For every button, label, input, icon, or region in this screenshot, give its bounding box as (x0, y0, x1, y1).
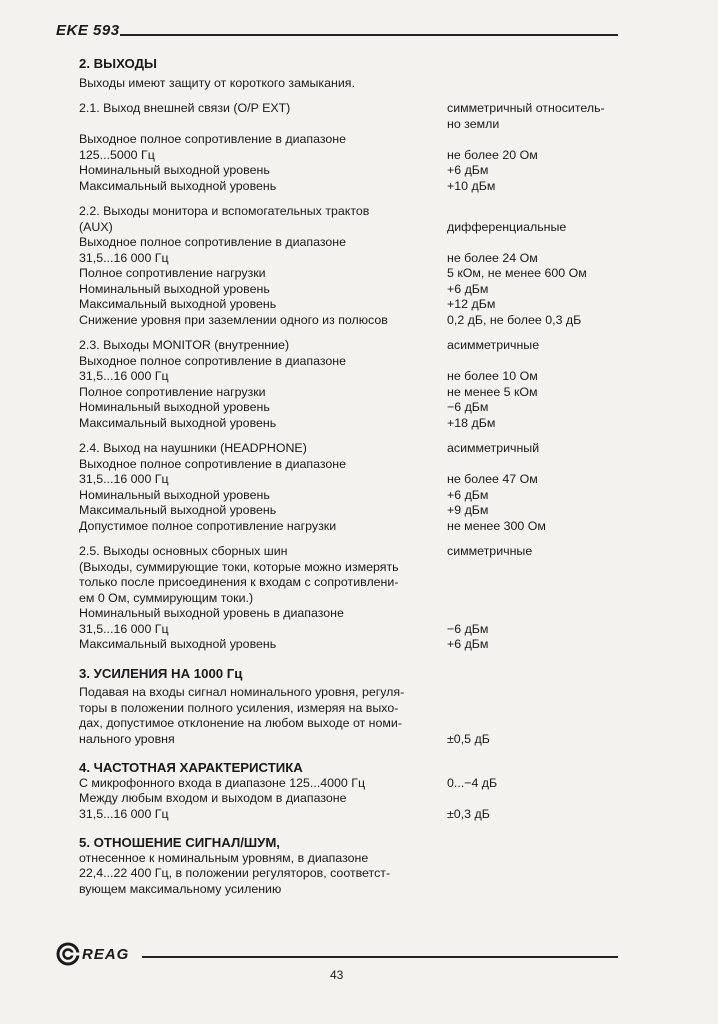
section-title: 5. ОТНОШЕНИЕ СИГНАЛ/ШУМ, (79, 835, 280, 850)
spec-label: Максимальный выходной уровень (79, 637, 277, 651)
spec-row (79, 400, 624, 416)
spec-value (447, 866, 624, 882)
spec-value: не менее 300 Ом (447, 518, 546, 533)
spec-row (79, 354, 624, 370)
spec-label: 31,5...16 000 Гц (79, 250, 169, 265)
spec-value: 0,2 дБ, не более 0,3 дБ (447, 312, 582, 327)
spec-row (79, 441, 624, 457)
spec-label: 2.5. Выходы основных сборных шин (79, 544, 288, 558)
spec-row (79, 637, 624, 653)
spec-row (79, 235, 624, 251)
spec-row (79, 685, 624, 701)
section-s21 (79, 101, 624, 194)
spec-value (447, 457, 624, 473)
spec-row (79, 519, 624, 535)
spec-label: Номинальный выходной уровень (79, 163, 270, 177)
spec-label: 2.1. Выход внешней связи (O/P EXT) (79, 101, 291, 115)
section-s2 (79, 56, 624, 91)
spec-value: ±0,3 дБ (447, 806, 490, 821)
spec-label: вующем максимальному усилению (79, 881, 282, 896)
spec-value: +6 дБм (447, 281, 489, 296)
spec-label: 22,4...22 400 Гц, в положении регуляторов, соответст- (79, 866, 391, 880)
reag-logo-icon (56, 942, 80, 966)
spec-row (79, 488, 624, 504)
spec-row (79, 220, 624, 236)
spec-value: +12 дБм (447, 297, 496, 311)
spec-row (79, 560, 624, 576)
spec-value (447, 606, 624, 622)
spec-row (79, 297, 624, 313)
spec-label: Номинальный выходной уровень (79, 281, 270, 296)
spec-row (79, 338, 624, 354)
spec-value: не более 24 Ом (447, 250, 538, 265)
spec-row (79, 282, 624, 298)
spec-value: +18 дБм (447, 415, 496, 430)
spec-row (79, 866, 624, 882)
spec-row (79, 807, 624, 823)
spec-value (447, 701, 624, 717)
spec-label: С микрофонного входа в диапазоне 125...4000 Гц (79, 775, 366, 790)
spec-value: не более 10 Ом (447, 369, 538, 383)
section-s3 (79, 666, 624, 748)
spec-label: Снижение уровня при заземлении одного из полюсов (79, 312, 388, 327)
section-s23 (79, 338, 624, 431)
spec-label: 125...5000 Гц (79, 147, 155, 162)
spec-value (447, 591, 624, 607)
spec-label: Максимальный выходной уровень (79, 503, 277, 517)
spec-row (79, 791, 624, 807)
spec-row (79, 266, 624, 282)
spec-label: Максимальный выходной уровень (79, 415, 277, 430)
spec-label: 2.3. Выходы MONITOR (внутренние) (79, 338, 290, 352)
spec-value: не менее 5 кОм (447, 384, 538, 399)
spec-row (79, 313, 624, 329)
spec-row (79, 457, 624, 473)
spec-row (79, 716, 624, 732)
spec-value: не более 20 Ом (447, 147, 538, 162)
spec-label: 31,5...16 000 Гц (79, 472, 169, 486)
spec-label: Выходное полное сопротивление в диапазоне (79, 353, 347, 368)
spec-value: +6 дБм (447, 637, 489, 651)
spec-row (79, 385, 624, 401)
spec-label: Максимальный выходной уровень (79, 297, 277, 311)
spec-value (447, 575, 624, 591)
document-code: EKE 593 (56, 22, 120, 39)
spec-label: 2.4. Выход на наушники (HEADPHONE) (79, 441, 307, 455)
spec-label: Между любым входом и выходом в диапазоне (79, 791, 347, 805)
spec-value (447, 235, 624, 251)
spec-label: (AUX) (79, 219, 113, 234)
spec-label: 31,5...16 000 Гц (79, 621, 169, 636)
page-number: 43 (330, 968, 344, 982)
spec-label: 31,5...16 000 Гц (79, 806, 169, 821)
footer-logo (56, 942, 129, 966)
spec-label: Полное сопротивление нагрузки (79, 266, 266, 280)
section-title: 2. ВЫХОДЫ (79, 56, 157, 71)
spec-row (79, 622, 624, 638)
spec-value: +10 дБм (447, 178, 496, 193)
spec-content (79, 56, 624, 897)
spec-row (79, 591, 624, 607)
spec-row (79, 472, 624, 488)
spec-label: отнесенное к номинальным уровням, в диапазоне (79, 850, 369, 865)
logo-text: REAG (82, 945, 130, 963)
spec-value (447, 716, 624, 732)
spec-value: +6 дБм (447, 163, 489, 177)
spec-value: −6 дБм (447, 621, 489, 636)
spec-value: не более 47 Ом (447, 472, 538, 486)
spec-row (79, 132, 624, 148)
spec-value: 0...−4 дБ (447, 775, 498, 790)
spec-value (447, 132, 624, 148)
section-s5 (79, 835, 624, 897)
footer-rule (142, 956, 618, 958)
section-title: 4. ЧАСТОТНАЯ ХАРАКТЕРИСТИКА (79, 760, 303, 775)
spec-label: нального уровня (79, 731, 175, 746)
spec-row (79, 606, 624, 622)
spec-label: 31,5...16 000 Гц (79, 369, 169, 383)
spec-row (79, 544, 624, 560)
spec-label: Подавая на входы сигнал номинального уровня, регуля- (79, 685, 405, 699)
spec-label: Выходное полное сопротивление в диапазоне (79, 132, 347, 146)
spec-row (79, 882, 624, 898)
section-intro: Выходы имеют защиту от короткого замыкания. (79, 75, 355, 90)
section-s24 (79, 441, 624, 534)
spec-label: Максимальный выходной уровень (79, 178, 277, 193)
spec-row (79, 251, 624, 267)
spec-label: Выходное полное сопротивление в диапазоне (79, 235, 347, 249)
spec-row (79, 851, 624, 867)
spec-label: Допустимое полное сопротивление нагрузки (79, 518, 337, 533)
spec-label: только после присоединения к входам с сопротивлени- (79, 575, 399, 589)
spec-label: (Выходы, суммирующие токи, которые можно измерять (79, 559, 399, 574)
spec-row (79, 776, 624, 792)
spec-value: −6 дБм (447, 400, 489, 414)
section-s22 (79, 204, 624, 328)
spec-value (447, 791, 624, 807)
spec-value (447, 685, 624, 701)
spec-value: асимметричные (447, 338, 540, 352)
spec-value: дифференциальные (447, 219, 567, 234)
spec-label: 2.2. Выходы монитора и вспомогательных трактов (79, 204, 370, 218)
spec-row (79, 701, 624, 717)
section-title: 3. УСИЛЕНИЯ НА 1000 Гц (79, 665, 243, 681)
spec-row (79, 148, 624, 164)
spec-label: ем 0 Ом, суммирующим токи.) (79, 590, 254, 605)
spec-label: Номинальный выходной уровень (79, 400, 270, 414)
spec-value: симметричные (447, 544, 533, 558)
header-rule (120, 34, 618, 36)
spec-value (447, 882, 624, 898)
spec-value (447, 851, 624, 867)
spec-row (79, 163, 624, 179)
spec-row (79, 101, 624, 132)
spec-value: +6 дБм (447, 487, 489, 502)
spec-value (447, 560, 624, 576)
spec-value: +9 дБм (447, 503, 489, 517)
spec-value: ±0,5 дБ (447, 731, 490, 746)
spec-value (447, 204, 624, 220)
spec-label: Полное сопротивление нагрузки (79, 384, 266, 399)
section-s4 (79, 760, 624, 822)
spec-value: 5 кОм, не менее 600 Ом (447, 266, 587, 280)
spec-value: асимметричный (447, 441, 540, 455)
spec-label: Выходное полное сопротивление в диапазоне (79, 456, 347, 471)
spec-row (79, 369, 624, 385)
section-s25 (79, 544, 624, 653)
spec-label: торы в положении полного усиления, измеряя на выхо- (79, 700, 399, 715)
spec-row (79, 575, 624, 591)
spec-label: Номинальный выходной уровень (79, 487, 270, 502)
spec-row (79, 416, 624, 432)
spec-value: симметричный относитель- но земли (447, 101, 605, 131)
spec-row (79, 732, 624, 748)
spec-row (79, 503, 624, 519)
spec-row (79, 179, 624, 195)
spec-row (79, 204, 624, 220)
spec-label: Номинальный выходной уровень в диапазоне (79, 606, 344, 620)
spec-value (447, 354, 624, 370)
spec-label: дах, допустимое отклонение на любом выходе от номи- (79, 716, 402, 730)
